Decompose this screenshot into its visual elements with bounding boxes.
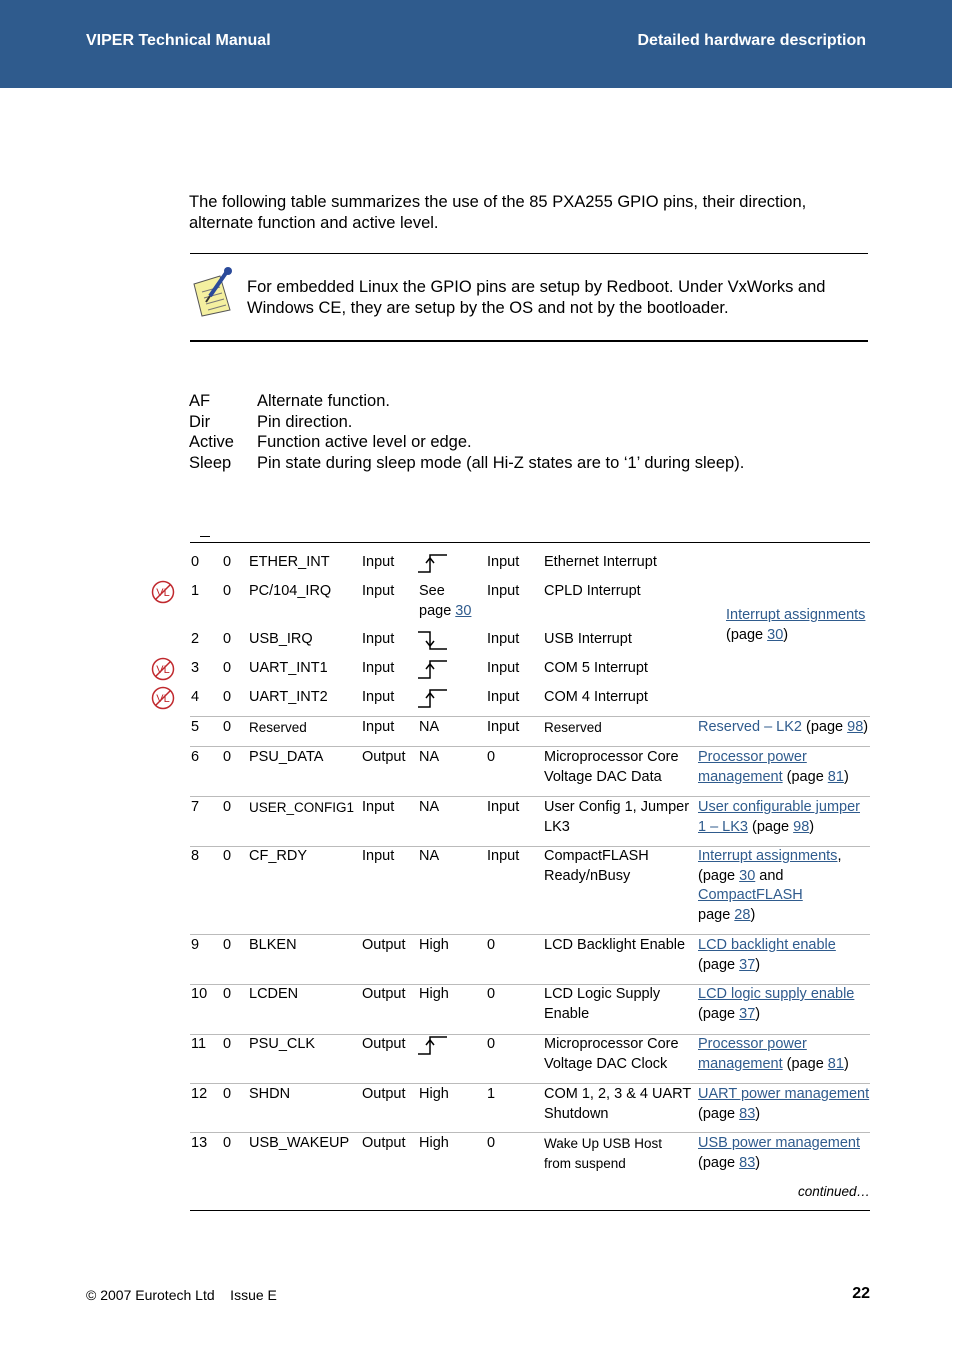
af-value: 0 xyxy=(223,689,232,705)
ref-text: ) xyxy=(809,818,815,835)
ref-text: ) xyxy=(755,956,761,973)
note-pin-icon xyxy=(190,266,238,318)
ref-text: ) xyxy=(755,1005,761,1022)
page-link[interactable]: 30 xyxy=(455,602,472,619)
page-link[interactable]: 37 xyxy=(739,1005,756,1022)
manual-title: VIPER Technical Manual xyxy=(86,32,271,49)
gpio-number: 0 xyxy=(191,554,200,570)
signal-name: PSU_DATA xyxy=(249,749,324,765)
ref-text: ) xyxy=(863,719,869,735)
ref-row11 xyxy=(698,1035,849,1074)
signal-name: Reserved xyxy=(249,720,307,735)
active-level: NA xyxy=(419,749,440,765)
ref-row6 xyxy=(698,748,849,787)
ref-text: (page xyxy=(698,1154,740,1171)
af-value: 0 xyxy=(223,1036,232,1052)
description-line: Wake Up USB Host xyxy=(544,1136,663,1151)
sleep-state: Input xyxy=(487,689,520,705)
description-line: LCD Backlight Enable xyxy=(544,937,686,953)
ref-text: Reserved – LK2 xyxy=(698,719,802,735)
ref-row8 xyxy=(698,847,841,925)
active-level: NA xyxy=(419,848,440,864)
ref-text: (page xyxy=(782,768,828,785)
note-text: For embedded Linux the GPIO pins are setup by Redboot. Under VxWorks and Windows CE, they are setup by the OS and not by the bootloader. xyxy=(247,278,826,317)
direction: Input xyxy=(362,554,395,570)
rising-edge-icon xyxy=(417,658,449,680)
direction: Input xyxy=(362,660,395,676)
legend-row xyxy=(189,453,744,474)
page-link[interactable]: 83 xyxy=(739,1105,756,1122)
ref-link[interactable]: USB power management xyxy=(698,1135,860,1151)
af-value: 0 xyxy=(223,719,232,735)
sleep-state: 0 xyxy=(487,1135,496,1151)
row-separator xyxy=(190,934,870,935)
description-line: Microprocessor Core xyxy=(544,1036,679,1052)
description-line: User Config 1, Jumper xyxy=(544,799,690,815)
table-bottom-rule xyxy=(190,1210,870,1211)
description-line: Ethernet Interrupt xyxy=(544,554,657,570)
page-link[interactable]: 28 xyxy=(734,906,751,923)
direction: Input xyxy=(362,799,395,815)
ref-text: (page xyxy=(698,956,740,973)
ref-link[interactable]: management xyxy=(698,1055,783,1072)
page-link[interactable]: 98 xyxy=(847,719,864,735)
gpio-number: 6 xyxy=(191,749,200,765)
page-link[interactable]: 81 xyxy=(827,1055,844,1072)
legend-row xyxy=(189,432,744,453)
signal-name: LCDEN xyxy=(249,986,299,1002)
ref-interrupt-group xyxy=(726,606,865,645)
signal-name: ETHER_INT xyxy=(249,554,330,570)
direction: Output xyxy=(362,1135,406,1151)
description-line: CompactFLASH xyxy=(544,848,649,864)
ref-link[interactable]: User configurable jumper xyxy=(698,799,860,815)
ref-link[interactable]: Processor power xyxy=(698,749,807,765)
description-line: Reserved xyxy=(544,720,602,735)
ref-link[interactable]: 1 – LK3 xyxy=(698,818,748,835)
legend-abbr: Dir xyxy=(189,412,211,431)
af-value: 0 xyxy=(223,583,232,599)
table-header-dash xyxy=(200,536,210,537)
af-value: 0 xyxy=(223,848,232,864)
description-line: CPLD Interrupt xyxy=(544,583,641,599)
sleep-state: Input xyxy=(487,631,520,647)
ref-row13 xyxy=(698,1134,860,1173)
af-value: 0 xyxy=(223,986,232,1002)
gpio-number: 5 xyxy=(191,719,200,735)
direction: Input xyxy=(362,631,395,647)
active-level: NA xyxy=(419,719,440,735)
table-top-rule xyxy=(190,542,870,543)
description-line: USB Interrupt xyxy=(544,631,632,647)
ref-text: ) xyxy=(843,768,849,785)
page-link[interactable]: 37 xyxy=(739,956,756,973)
page-number: 22 xyxy=(852,1285,870,1302)
description xyxy=(544,630,632,650)
section-title: Detailed hardware description xyxy=(637,32,866,49)
active-level: High xyxy=(419,937,449,953)
ref-link[interactable]: UART power management xyxy=(698,1086,870,1102)
af-value: 0 xyxy=(223,1086,232,1102)
signal-name: UART_INT2 xyxy=(249,689,328,705)
description-line: Microprocessor Core xyxy=(544,749,679,765)
page-link[interactable]: 30 xyxy=(739,867,756,884)
legend xyxy=(189,391,744,473)
signal-name: BLKEN xyxy=(249,937,297,953)
direction: Output xyxy=(362,1036,406,1052)
ref-row7 xyxy=(698,798,860,837)
af-value: 0 xyxy=(223,799,232,815)
description-line: LCD Logic Supply xyxy=(544,986,661,1002)
description-line: COM 5 Interrupt xyxy=(544,660,648,676)
description-line: from suspend xyxy=(544,1155,626,1171)
description xyxy=(544,1085,691,1124)
sleep-state: 0 xyxy=(487,749,496,765)
ref-row5 xyxy=(698,718,868,738)
ref-link[interactable]: management xyxy=(698,768,783,785)
signal-name: UART_INT1 xyxy=(249,660,328,676)
sleep-state: Input xyxy=(487,583,520,599)
note-box xyxy=(190,253,868,342)
vl-mark-icon xyxy=(151,657,175,681)
description-line: COM 1, 2, 3 & 4 UART xyxy=(544,1086,692,1102)
ref-text: ) xyxy=(843,1055,849,1072)
direction: Output xyxy=(362,986,406,1002)
signal-name: CF_RDY xyxy=(249,848,308,864)
active-text: page xyxy=(419,602,452,619)
ref-text: ) xyxy=(755,1154,761,1171)
intro-paragraph: The following table summarizes the use of the 85 PXA255 GPIO pins, their direction, alternate function and active level. xyxy=(189,193,807,232)
description xyxy=(544,553,657,573)
sleep-state: Input xyxy=(487,660,520,676)
ref-text: ) xyxy=(750,906,756,923)
ref-text: (page xyxy=(801,719,848,735)
svg-text:VL: VL xyxy=(156,587,170,599)
direction: Output xyxy=(362,1086,406,1102)
active-level: High xyxy=(419,1086,449,1102)
ref-text: (page xyxy=(698,1005,740,1022)
ref-row12 xyxy=(698,1085,869,1124)
gpio-number: 1 xyxy=(191,583,200,599)
ref-text: (page xyxy=(698,1105,740,1122)
gpio-number: 9 xyxy=(191,937,200,953)
rising-edge-icon xyxy=(417,1034,449,1056)
gpio-number: 13 xyxy=(191,1135,208,1151)
row-separator xyxy=(190,716,870,717)
description-line: Enable xyxy=(544,1005,590,1022)
ref-text: (page xyxy=(726,626,768,643)
gpio-number: 12 xyxy=(191,1086,208,1102)
page-header xyxy=(0,0,952,88)
page-link[interactable]: 83 xyxy=(739,1154,756,1171)
ref-link[interactable]: Interrupt assignments xyxy=(698,848,838,864)
ref-text: ) xyxy=(783,626,789,643)
af-value: 0 xyxy=(223,749,232,765)
legend-abbr: Active xyxy=(189,433,234,451)
sleep-state: Input xyxy=(487,719,520,735)
legend-row xyxy=(189,412,744,433)
sleep-state: Input xyxy=(487,799,520,815)
row-separator xyxy=(190,746,870,747)
direction: Input xyxy=(362,848,395,864)
active-text: See xyxy=(419,583,445,599)
signal-name: PSU_CLK xyxy=(249,1036,316,1052)
description xyxy=(544,582,641,602)
af-value: 0 xyxy=(223,660,232,676)
signal-name: USB_WAKEUP xyxy=(249,1135,350,1151)
ref-text: and xyxy=(755,867,784,884)
sleep-state: 0 xyxy=(487,986,496,1002)
gpio-number: 7 xyxy=(191,799,200,815)
af-value: 0 xyxy=(223,1135,232,1151)
af-value: 0 xyxy=(223,937,232,953)
footer-copyright: © 2007 Eurotech Ltd Issue E xyxy=(86,1287,277,1303)
sleep-state: 0 xyxy=(487,1036,496,1052)
ref-link[interactable]: Interrupt assignments xyxy=(726,607,866,623)
svg-text:VL: VL xyxy=(156,664,170,676)
description-line: Ready/nBusy xyxy=(544,867,631,884)
ref-text: (page xyxy=(748,818,794,835)
description-line: Voltage DAC Data xyxy=(544,768,662,785)
vl-mark-icon xyxy=(151,686,175,710)
af-value: 0 xyxy=(223,554,232,570)
sleep-state: Input xyxy=(487,554,520,570)
rising-edge-icon xyxy=(417,552,449,574)
signal-name: PC/104_IRQ xyxy=(249,583,332,599)
ref-text: , xyxy=(837,848,842,864)
signal-name: USB_IRQ xyxy=(249,631,313,647)
ref-link[interactable]: Processor power xyxy=(698,1036,807,1052)
direction: Output xyxy=(362,749,406,765)
description xyxy=(544,985,660,1024)
continued-label: continued… xyxy=(797,1184,870,1199)
rising-edge-icon xyxy=(417,687,449,709)
direction: Output xyxy=(362,937,406,953)
description xyxy=(544,936,685,956)
ref-link[interactable]: LCD logic supply enable xyxy=(698,986,855,1002)
sleep-state: Input xyxy=(487,848,520,864)
ref-text: ) xyxy=(755,1105,761,1122)
row-separator xyxy=(190,1083,870,1084)
falling-edge-icon xyxy=(417,629,449,651)
description xyxy=(544,798,689,837)
description xyxy=(544,688,648,708)
gpio-number: 11 xyxy=(191,1036,207,1052)
vl-mark-icon xyxy=(151,580,175,604)
page-link[interactable]: 81 xyxy=(827,768,844,785)
direction: Input xyxy=(362,719,395,735)
row-separator xyxy=(190,1132,870,1133)
legend-desc: Function active level or edge. xyxy=(257,433,472,451)
gpio-number: 4 xyxy=(191,689,200,705)
gpio-number: 10 xyxy=(191,986,208,1002)
legend-desc: Pin state during sleep mode (all Hi-Z states are to ‘1’ during sleep). xyxy=(257,453,745,472)
legend-abbr: AF xyxy=(189,392,211,410)
description xyxy=(544,847,649,886)
row-separator xyxy=(190,796,870,797)
ref-text: page xyxy=(698,906,735,923)
description xyxy=(544,748,679,787)
ref-link[interactable]: CompactFLASH xyxy=(698,887,803,903)
description xyxy=(544,718,602,738)
page-link[interactable]: 98 xyxy=(793,818,810,835)
gpio-number: 8 xyxy=(191,848,200,864)
page-link[interactable]: 30 xyxy=(767,626,784,643)
ref-text: (page xyxy=(698,867,740,884)
description xyxy=(544,1035,679,1074)
ref-row10 xyxy=(698,985,854,1024)
description xyxy=(544,659,648,679)
legend-abbr: Sleep xyxy=(189,453,232,472)
active-level: High xyxy=(419,1135,449,1151)
svg-text:VL: VL xyxy=(156,693,170,705)
gpio-number: 2 xyxy=(191,631,200,647)
af-value: 0 xyxy=(223,631,232,647)
active-level: High xyxy=(419,986,449,1002)
sleep-state: 1 xyxy=(487,1086,496,1102)
description-line: LK3 xyxy=(544,818,570,835)
description-line: Voltage DAC Clock xyxy=(544,1055,668,1072)
active-level xyxy=(419,582,471,621)
ref-row9 xyxy=(698,936,836,975)
signal-name: SHDN xyxy=(249,1086,291,1102)
gpio-number: 3 xyxy=(191,660,200,676)
legend-row xyxy=(189,391,744,412)
sleep-state: 0 xyxy=(487,937,496,953)
direction: Input xyxy=(362,583,395,599)
legend-desc: Alternate function. xyxy=(257,392,390,410)
description-line: Shutdown xyxy=(544,1105,609,1122)
ref-text: (page xyxy=(782,1055,828,1072)
active-level: NA xyxy=(419,799,440,815)
description xyxy=(544,1134,662,1173)
direction: Input xyxy=(362,689,395,705)
legend-desc: Pin direction. xyxy=(257,412,353,431)
ref-link[interactable]: LCD backlight enable xyxy=(698,937,836,953)
description-line: COM 4 Interrupt xyxy=(544,689,648,705)
signal-name: USER_CONFIG1 xyxy=(249,800,355,815)
